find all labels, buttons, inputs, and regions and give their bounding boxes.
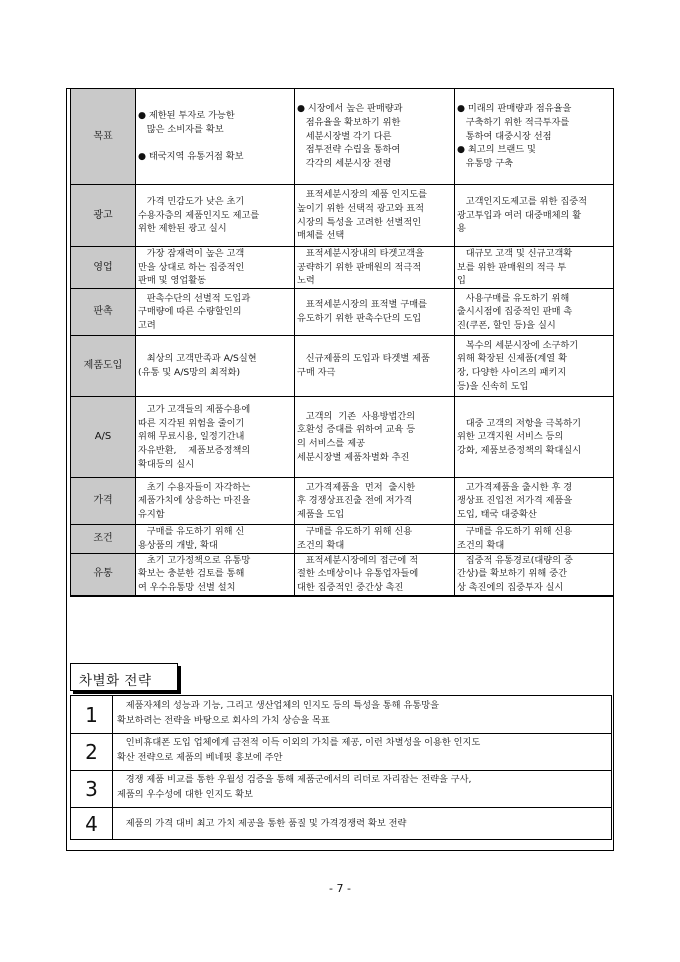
cell-line: 노력 — [297, 275, 315, 287]
cell-line: 복수의 세분시장에 소구하기 — [457, 339, 579, 351]
cell-line: 제품을 도입 — [297, 508, 345, 520]
cell-line: 위한 제한된 광고 실시 — [138, 223, 227, 235]
cell-line: 고객의 기존 사용방법간의 — [297, 410, 416, 422]
cell-line — [138, 136, 292, 150]
cell-line: 표적세분시장에의 접근에 적 — [297, 554, 419, 566]
strategy-cell — [455, 553, 614, 596]
cell-line: 조건의 확대 — [457, 539, 505, 551]
cell-line: 높이기 위한 선택적 광고와 표적 — [297, 202, 425, 214]
cell-line: 조건의 확대 — [297, 539, 345, 551]
cell-line: 광고투입과 여러 대중매체의 활 — [457, 209, 582, 221]
cell-line: ● 미래의 판매량과 점유율을 — [457, 103, 572, 115]
cell-line: 만을 상대로 하는 집중적인 — [138, 261, 245, 273]
strategy-row — [71, 185, 614, 247]
strategy-cell — [455, 525, 614, 553]
cell-line: 매체를 선택 — [297, 230, 345, 242]
strategy-cell — [136, 478, 295, 525]
cell-line: 출시시점에 집중적인 판매 촉 — [457, 306, 573, 318]
cell-line: 확대등의 실시 — [138, 458, 195, 470]
strategy-cell — [295, 478, 455, 525]
cell-line: 사용구매를 유도하기 위해 — [457, 292, 570, 304]
cell-line: (유통 및 A/S망의 최적화) — [138, 367, 241, 379]
cell-line: 고가격제품을 출시한 후 경 — [457, 481, 573, 493]
cell-line: 대규모 고객 및 신규고객확 — [457, 248, 573, 259]
strategy-cell — [295, 397, 455, 478]
diff-item-number: 2 — [71, 733, 113, 770]
cell-line: 시장의 특성을 고려한 선별적인 — [297, 216, 422, 228]
cell-line: 고객인지도제고를 위한 집중적 — [457, 195, 587, 207]
strategy-cell — [295, 89, 455, 185]
cell-line: 공략하기 위한 판매원의 적극적 — [297, 261, 422, 273]
strategy-row — [71, 89, 614, 185]
cell-line: 구매를 유도하기 위해 신용 — [457, 526, 573, 538]
diff-strategy-title: 차별화 전략 — [79, 673, 152, 689]
row-label: 조건 — [71, 525, 136, 553]
row-label: 유통 — [71, 553, 136, 596]
cell-line: 구매를 유도하기 위해 신용 — [297, 526, 413, 538]
cell-line: 보를 위한 판매원의 적극 투 — [457, 261, 567, 273]
strategy-row — [71, 336, 614, 397]
diff-item-number: 3 — [71, 770, 113, 807]
strategy-cell — [295, 289, 455, 336]
row-label: 제품도입 — [71, 336, 136, 397]
cell-line: 자유반환, 제품보증정책의 — [138, 444, 251, 456]
cell-line: 신규제품의 도입과 타겟별 제품 — [297, 353, 430, 365]
strategy-row — [71, 553, 614, 596]
diff-item-line: 제품의 우수성에 대한 인지도 확보 — [117, 789, 253, 800]
diff-item-text — [117, 772, 607, 802]
strategy-cell — [455, 397, 614, 478]
strategy-row — [71, 289, 614, 336]
cell-line: 따른 지각된 위험을 줄이기 — [138, 417, 245, 429]
strategy-row — [71, 478, 614, 525]
cell-line: 점유율을 확보하기 위한 — [297, 116, 401, 128]
strategy-cell — [455, 478, 614, 525]
row-label: 목표 — [71, 89, 136, 185]
strategy-table — [70, 88, 614, 597]
diff-item-text — [117, 816, 607, 831]
cell-line: 구축하기 위한 적극투자를 — [457, 116, 570, 128]
row-label: 광고 — [71, 185, 136, 247]
cell-line: ● 제한된 투자로 가능한 — [138, 109, 235, 121]
strategy-row — [71, 397, 614, 478]
diff-item-line: 확산 전략으로 제품의 베네핏 홍보에 주안 — [117, 752, 283, 763]
diff-item-line: 경쟁 제품 비교를 통한 우월성 검증을 통해 제품군에서의 리더로 자리잡는 전략을 구사, — [117, 774, 472, 785]
cell-line: 확보는 충분한 검토를 통해 — [138, 568, 245, 580]
cell-line: 세분시장별 제품차별화 추진 — [297, 451, 410, 463]
cell-line: 용 — [457, 223, 466, 235]
cell-line: 후 경쟁상표진출 전에 저가격 — [297, 495, 413, 507]
strategy-cell — [295, 336, 455, 397]
diff-item — [71, 770, 611, 808]
strategy-cell — [295, 525, 455, 553]
diff-item-text — [117, 735, 607, 765]
cell-line: 진(쿠폰, 할인 등)을 실시 — [457, 319, 556, 331]
cell-line: 대한 집중적인 중간상 촉진 — [297, 581, 404, 593]
cell-line: 가격 민감도가 낮은 초기 — [138, 195, 245, 207]
cell-line: 수용자층의 제품인지도 제고를 — [138, 209, 260, 221]
cell-line: 쟁상표 진입전 저가격 제품을 — [457, 495, 573, 507]
diff-item-line: 제품자체의 성능과 기능, 그리고 생산업체의 인지도 등의 특성을 통해 유통망을 — [117, 700, 439, 711]
diff-strategy-list — [70, 695, 612, 840]
diff-item-text — [117, 698, 607, 728]
cell-line: 장, 다양한 사이즈의 패키지 — [457, 367, 567, 379]
strategy-cell — [295, 185, 455, 247]
cell-line: ● 최고의 브랜드 및 — [457, 144, 536, 156]
cell-line: 많은 소비자를 확보 — [138, 123, 224, 135]
cell-line: 입 — [457, 275, 466, 287]
row-label: A/S — [71, 397, 136, 478]
cell-line: 용상품의 개발, 확대 — [138, 539, 218, 551]
cell-line: 집중적 유통경로(대량의 중 — [457, 554, 573, 566]
strategy-cell — [136, 397, 295, 478]
cell-line: 구매를 유도하기 위해 신 — [138, 526, 245, 538]
cell-line: 대중 고객의 저항을 극복하기 — [457, 417, 582, 429]
diff-item-line: 제품의 가격 대비 최고 가치 제공을 통한 품질 및 가격경쟁력 확보 전략 — [117, 818, 407, 829]
strategy-cell — [455, 185, 614, 247]
cell-line: 절한 소매상이나 유통업자들에 — [297, 568, 419, 580]
cell-line: 간상)를 확보하기 위해 중간 — [457, 568, 567, 580]
diff-item-number: 1 — [71, 696, 113, 733]
cell-line: 유도하기 위한 판촉수단의 도입 — [297, 313, 422, 325]
cell-line: 의 서비스를 제공 — [297, 438, 365, 450]
strategy-cell — [295, 247, 455, 289]
cell-line: 위한 고객지원 서비스 등의 — [457, 431, 564, 443]
cell-line: 유지함 — [138, 508, 165, 520]
strategy-cell — [455, 336, 614, 397]
cell-line: 강화, 제품보증정책의 확대실시 — [457, 444, 582, 456]
strategy-cell — [295, 553, 455, 596]
cell-line: 제품가치에 상응하는 마진을 — [138, 495, 251, 507]
cell-line: ● 시장에서 높은 판매량과 — [297, 103, 403, 115]
cell-line: 점투전략 수립을 통하여 — [297, 144, 401, 156]
cell-line: 상 촉진에의 집중투자 실시 — [457, 581, 564, 593]
cell-line: 고가격제품을 먼저 출시한 — [297, 481, 416, 493]
cell-line: 표적세분시장의 표적별 구매를 — [297, 299, 427, 311]
cell-line: 구매량에 따른 수량할인의 — [138, 306, 242, 318]
diff-item-number: 4 — [71, 807, 113, 840]
cell-line: 고가 고객들의 제품수용에 — [138, 403, 251, 415]
diff-item — [71, 807, 611, 840]
row-label: 가격 — [71, 478, 136, 525]
strategy-cell — [136, 525, 295, 553]
strategy-row — [71, 247, 614, 289]
diff-item — [71, 733, 611, 771]
strategy-cell — [136, 553, 295, 596]
row-label: 판촉 — [71, 289, 136, 336]
cell-line: 판매 및 영업활동 — [138, 275, 206, 287]
page-number: - 7 - — [329, 882, 351, 895]
cell-line: 통하여 대중시장 선점 — [457, 130, 552, 142]
cell-line: 초기 고가정책으로 유통망 — [138, 554, 251, 566]
strategy-cell — [455, 89, 614, 185]
row-label: 영업 — [71, 247, 136, 289]
cell-line: 판촉수단의 선별적 도입과 — [138, 292, 251, 304]
cell-line: 표적세분시장의 제품 인지도를 — [297, 189, 427, 201]
cell-line: 최상의 고객만족과 A/S실현 — [138, 353, 257, 365]
cell-line: 여 우수유통망 선별 설치 — [138, 581, 236, 593]
strategy-cell — [136, 289, 295, 336]
cell-line: 표적세분시장내의 타겟고객을 — [297, 248, 425, 259]
cell-line: 구매 자극 — [297, 367, 336, 379]
cell-line: 각각의 세분시장 전령 — [297, 158, 392, 170]
strategy-cell — [455, 289, 614, 336]
diff-item — [71, 696, 611, 734]
cell-line: 위해 무료시용, 일정기간내 — [138, 431, 245, 443]
strategy-cell — [136, 336, 295, 397]
cell-line: 등)을 신속히 도입 — [457, 380, 529, 392]
strategy-cell — [136, 247, 295, 289]
diff-strategy-title-box — [70, 663, 178, 691]
strategy-cell — [455, 247, 614, 289]
cell-line: 유통망 구축 — [457, 158, 514, 170]
cell-line: 호환성 증대를 위하여 교육 등 — [297, 424, 416, 436]
cell-line: 가장 잠재력이 높은 고객 — [138, 248, 245, 259]
cell-line: 초기 수용자들이 자각하는 — [138, 481, 251, 493]
diff-item-line: 확보하려는 전략을 바탕으로 회사의 가치 상승을 목표 — [117, 715, 330, 726]
strategy-cell — [136, 185, 295, 247]
strategy-row — [71, 525, 614, 553]
cell-line: 위해 확장된 신제품(계열 확 — [457, 353, 567, 365]
strategy-cell — [136, 89, 295, 185]
diff-item-line: 인비휴대폰 도입 업체에게 금전적 이득 이외의 가치를 제공, 이런 차별성을 이용한 인지도 — [117, 737, 481, 748]
cell-line: 세분시장별 각기 다른 — [297, 130, 392, 142]
cell-line: ● 태국지역 유통거점 확보 — [138, 151, 244, 163]
cell-line: 고려 — [138, 319, 156, 331]
cell-line: 도입, 태국 대중확산 — [457, 508, 537, 520]
